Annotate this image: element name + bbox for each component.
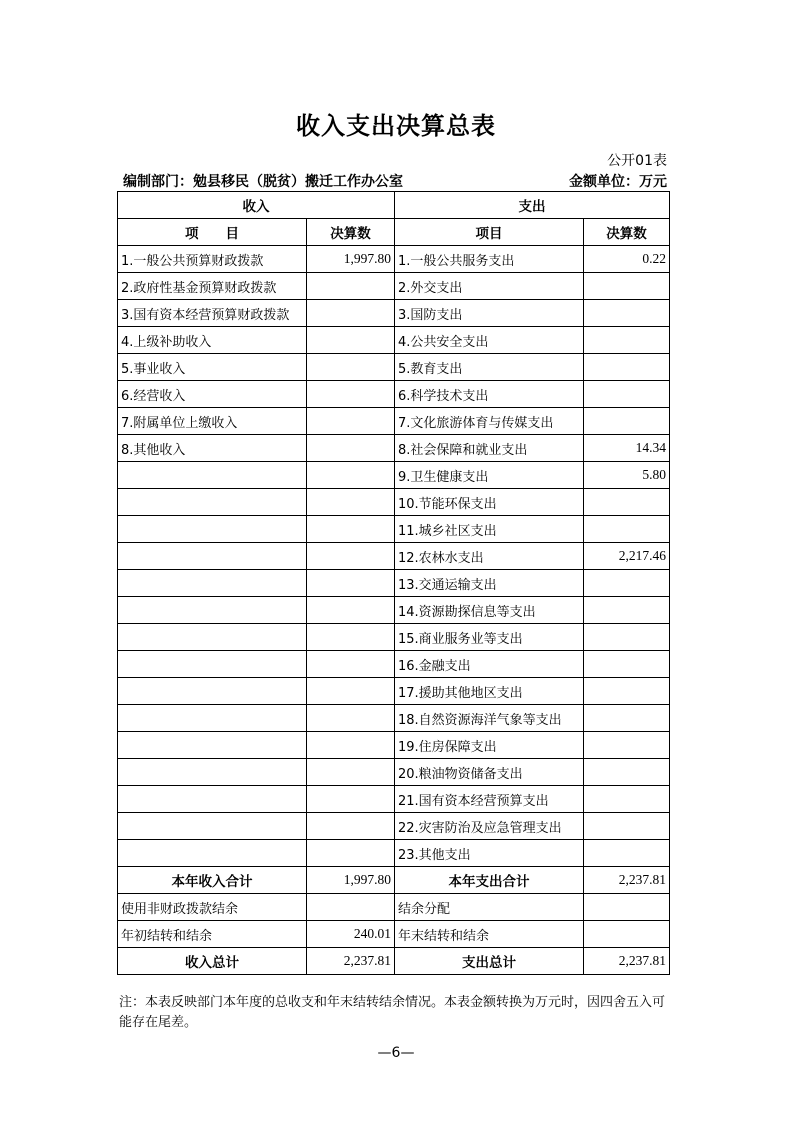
expense-item-cell: 22.灾害防治及应急管理支出 (395, 813, 584, 840)
expense-item-cell: 18.自然资源海洋气象等支出 (395, 705, 584, 732)
income-item-cell: 6.经营收入 (118, 381, 307, 408)
expense-item-cell: 11.城乡社区支出 (395, 516, 584, 543)
income-item-cell: 3.国有资本经营预算财政拨款 (118, 300, 307, 327)
expense-item-cell: 16.金融支出 (395, 651, 584, 678)
expense-amount-header: 决算数 (584, 219, 670, 246)
expense-amount-cell (584, 705, 670, 732)
income-item-cell: 4.上级补助收入 (118, 327, 307, 354)
expense-amount-cell (584, 678, 670, 705)
table-row (118, 516, 670, 543)
expense-amount-cell: 2,237.81 (584, 948, 670, 975)
income-amount-cell (307, 651, 395, 678)
table-row (118, 300, 670, 327)
expense-item-cell: 支出总计 (395, 948, 584, 975)
income-item-cell (118, 651, 307, 678)
expense-amount-cell: 0.22 (584, 246, 670, 273)
table-row (118, 651, 670, 678)
expense-amount-cell: 2,237.81 (584, 867, 670, 894)
expense-item-cell: 17.援助其他地区支出 (395, 678, 584, 705)
income-amount-cell (307, 786, 395, 813)
income-amount-cell (307, 678, 395, 705)
expense-item-cell: 15.商业服务业等支出 (395, 624, 584, 651)
expense-amount-cell (584, 516, 670, 543)
form-code: 公开01表 (607, 153, 667, 169)
income-header: 收入 (118, 192, 395, 219)
income-amount-cell (307, 435, 395, 462)
income-expense-table (117, 191, 670, 975)
income-item-header: 项 目 (118, 219, 307, 246)
expense-item-cell: 9.卫生健康支出 (395, 462, 584, 489)
table-row (118, 354, 670, 381)
income-amount-cell: 2,237.81 (307, 948, 395, 975)
expense-item-cell: 结余分配 (395, 894, 584, 921)
table-row (118, 408, 670, 435)
expense-item-cell: 年末结转和结余 (395, 921, 584, 948)
income-amount-cell (307, 759, 395, 786)
table-row (118, 570, 670, 597)
income-amount-cell (307, 894, 395, 921)
table-row (118, 597, 670, 624)
expense-amount-cell (584, 651, 670, 678)
income-amount-cell (307, 489, 395, 516)
page-number: —6— (377, 1045, 415, 1061)
table-row (118, 624, 670, 651)
expense-amount-cell (584, 786, 670, 813)
expense-item-cell: 23.其他支出 (395, 840, 584, 867)
expense-amount-cell (584, 840, 670, 867)
income-item-cell: 5.事业收入 (118, 354, 307, 381)
income-item-cell (118, 759, 307, 786)
table-row (118, 273, 670, 300)
expense-amount-cell (584, 300, 670, 327)
table-row (118, 921, 670, 948)
income-amount-cell (307, 381, 395, 408)
page-title: 收入支出决算总表 (296, 112, 496, 140)
table-row (118, 543, 670, 570)
expense-amount-cell (584, 921, 670, 948)
expense-amount-cell (584, 327, 670, 354)
amount-unit-label: 金额单位：万元 (569, 174, 667, 190)
expense-item-cell: 6.科学技术支出 (395, 381, 584, 408)
expense-item-cell: 1.一般公共服务支出 (395, 246, 584, 273)
income-amount-cell (307, 273, 395, 300)
table-row (118, 489, 670, 516)
income-item-cell (118, 732, 307, 759)
income-item-cell: 本年收入合计 (118, 867, 307, 894)
income-amount-cell (307, 354, 395, 381)
income-item-cell: 7.附属单位上缴收入 (118, 408, 307, 435)
table-row (118, 678, 670, 705)
income-amount-cell (307, 543, 395, 570)
income-amount-cell (307, 732, 395, 759)
expense-amount-cell (584, 813, 670, 840)
income-amount-cell (307, 840, 395, 867)
total-row (118, 948, 670, 975)
table-row (118, 705, 670, 732)
expense-header: 支出 (395, 192, 670, 219)
expense-item-cell: 2.外交支出 (395, 273, 584, 300)
table-row (118, 786, 670, 813)
income-amount-cell (307, 462, 395, 489)
income-amount-cell (307, 516, 395, 543)
income-amount-cell (307, 327, 395, 354)
expense-item-cell: 本年支出合计 (395, 867, 584, 894)
expense-item-cell: 19.住房保障支出 (395, 732, 584, 759)
expense-item-cell: 13.交通运输支出 (395, 570, 584, 597)
expense-item-cell: 14.资源勘探信息等支出 (395, 597, 584, 624)
income-amount-cell (307, 300, 395, 327)
income-item-cell (118, 813, 307, 840)
subtotal-row (118, 867, 670, 894)
expense-amount-cell (584, 354, 670, 381)
income-item-cell (118, 570, 307, 597)
expense-item-cell: 5.教育支出 (395, 354, 584, 381)
table-subheader-row (118, 219, 670, 246)
income-item-cell: 年初结转和结余 (118, 921, 307, 948)
income-amount-cell: 1,997.80 (307, 867, 395, 894)
income-amount-cell: 1,997.80 (307, 246, 395, 273)
expense-amount-cell (584, 273, 670, 300)
expense-item-cell: 4.公共安全支出 (395, 327, 584, 354)
table-row (118, 462, 670, 489)
expense-amount-cell: 5.80 (584, 462, 670, 489)
expense-amount-cell (584, 381, 670, 408)
expense-amount-cell (584, 570, 670, 597)
table-row (118, 759, 670, 786)
expense-amount-cell (584, 597, 670, 624)
income-item-cell (118, 462, 307, 489)
income-amount-cell (307, 597, 395, 624)
income-item-cell: 使用非财政拨款结余 (118, 894, 307, 921)
expense-item-cell: 3.国防支出 (395, 300, 584, 327)
income-item-cell: 8.其他收入 (118, 435, 307, 462)
income-amount-cell: 240.01 (307, 921, 395, 948)
income-item-cell (118, 543, 307, 570)
expense-item-cell: 10.节能环保支出 (395, 489, 584, 516)
income-item-cell (118, 705, 307, 732)
table-row (118, 732, 670, 759)
expense-item-cell: 8.社会保障和就业支出 (395, 435, 584, 462)
expense-amount-cell (584, 759, 670, 786)
income-amount-header: 决算数 (307, 219, 395, 246)
income-item-cell (118, 516, 307, 543)
expense-item-cell: 7.文化旅游体育与传媒支出 (395, 408, 584, 435)
table-row (118, 813, 670, 840)
table-row (118, 840, 670, 867)
table-row (118, 246, 670, 273)
expense-amount-cell (584, 408, 670, 435)
income-amount-cell (307, 570, 395, 597)
table-header-row (118, 192, 670, 219)
table-row (118, 381, 670, 408)
department-label: 编制部门：勉县移民（脱贫）搬迁工作办公室 (123, 174, 403, 190)
income-item-cell (118, 840, 307, 867)
expense-amount-cell (584, 624, 670, 651)
income-amount-cell (307, 408, 395, 435)
income-item-cell (118, 624, 307, 651)
expense-amount-cell (584, 732, 670, 759)
income-item-cell (118, 489, 307, 516)
income-item-cell (118, 678, 307, 705)
expense-item-cell: 12.农林水支出 (395, 543, 584, 570)
expense-item-cell: 21.国有资本经营预算支出 (395, 786, 584, 813)
income-item-cell (118, 597, 307, 624)
income-amount-cell (307, 705, 395, 732)
income-amount-cell (307, 624, 395, 651)
expense-amount-cell: 14.34 (584, 435, 670, 462)
expense-amount-cell (584, 489, 670, 516)
income-amount-cell (307, 813, 395, 840)
expense-amount-cell: 2,217.46 (584, 543, 670, 570)
income-item-cell: 2.政府性基金预算财政拨款 (118, 273, 307, 300)
footnote: 注：本表反映部门本年度的总收支和年末结转结余情况。本表金额转换为万元时，因四舍五入可能存在尾差。 (119, 995, 666, 1030)
table-row (118, 435, 670, 462)
income-item-cell (118, 786, 307, 813)
income-item-cell: 收入总计 (118, 948, 307, 975)
table-row (118, 894, 670, 921)
table-row (118, 327, 670, 354)
expense-item-cell: 20.粮油物资储备支出 (395, 759, 584, 786)
income-item-cell: 1.一般公共预算财政拨款 (118, 246, 307, 273)
expense-amount-cell (584, 894, 670, 921)
expense-item-header: 项目 (395, 219, 584, 246)
